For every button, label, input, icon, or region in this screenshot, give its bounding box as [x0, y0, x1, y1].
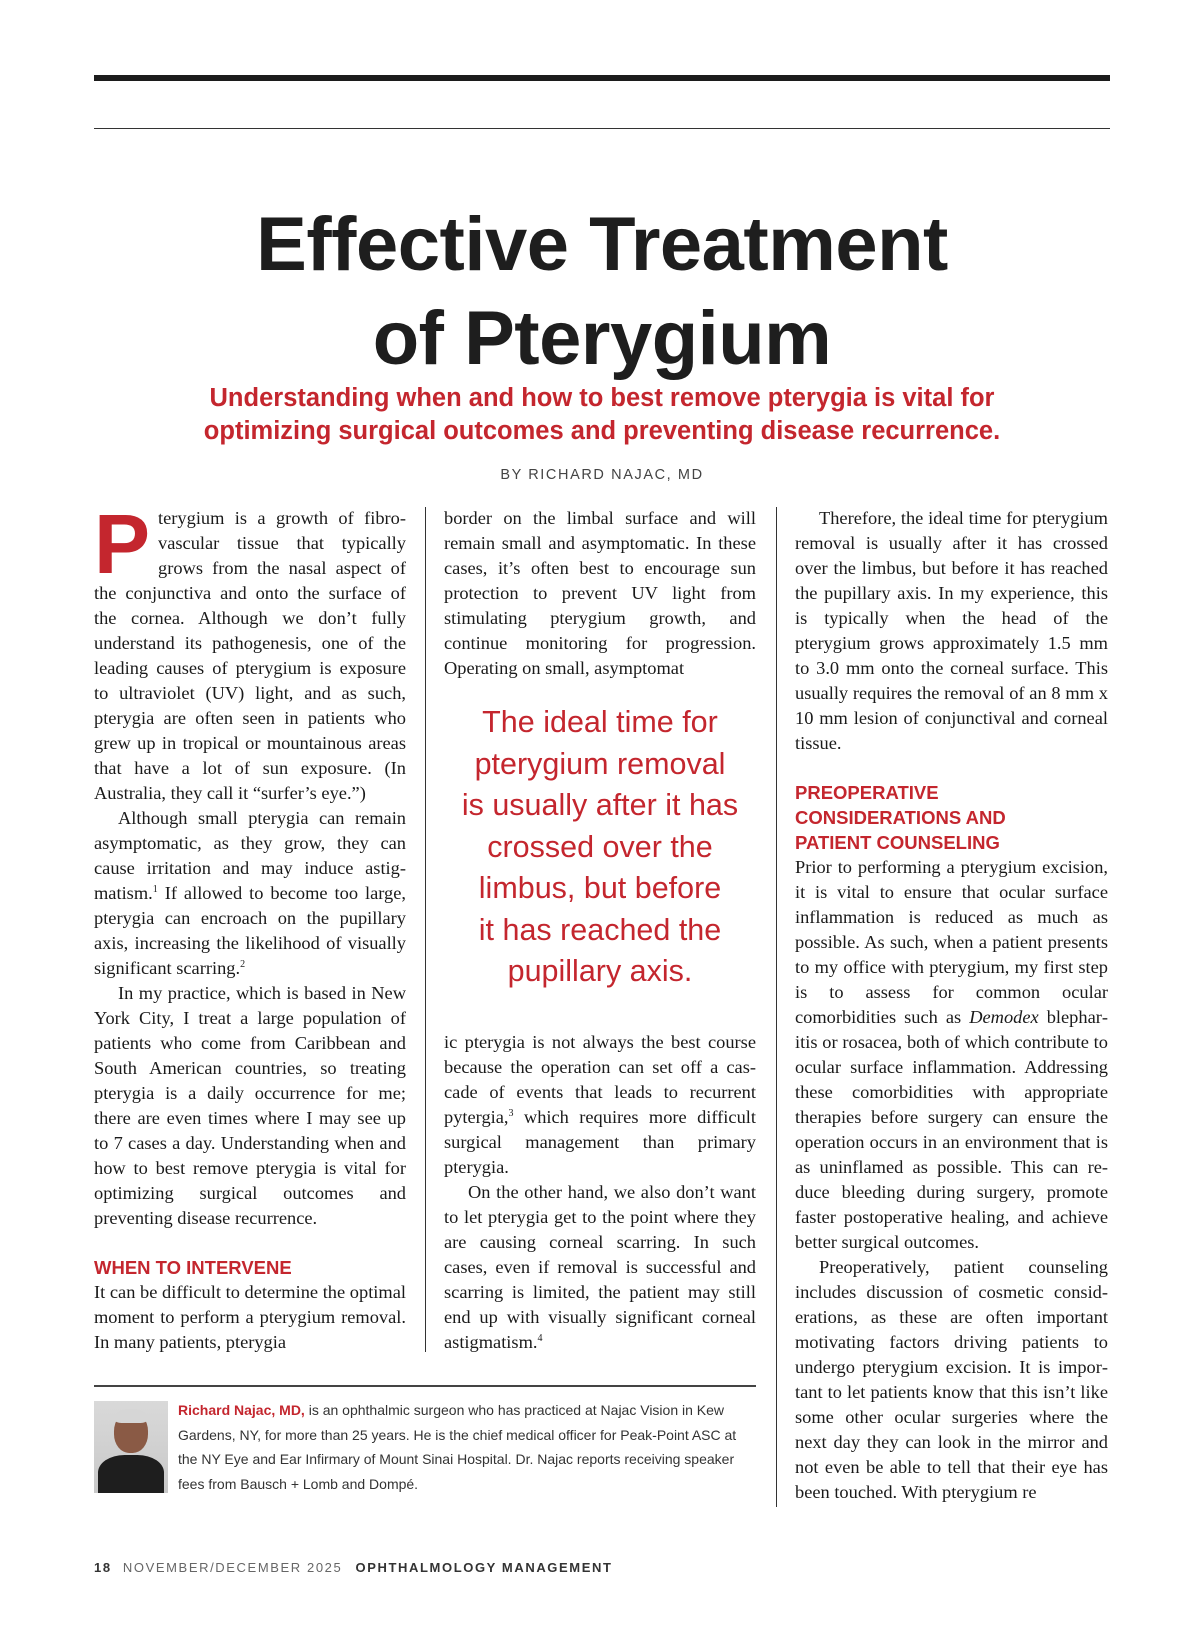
heading-line: PATIENT COUNSELING	[795, 832, 1000, 853]
magazine-name: OPHTHALMOLOGY MANAGEMENT	[355, 1560, 613, 1575]
text-run: If allowed to become too large, pterygia can encroach on the pupillary axis, increasing the likelihood of visually significant scarring.	[94, 883, 406, 978]
drop-cap: P	[94, 497, 151, 591]
column-divider-1	[425, 507, 426, 1352]
author-photo-body	[98, 1455, 164, 1493]
pull-quote	[444, 702, 756, 993]
body-paragraph: Preoperatively, patient counseling includes discussion of cosmetic considerations, as these are often important motivating factors driving patients to undergo pterygium excision. It is important to let patients know that this isn’t like some other ocular surgeries where the next day they can look in the mirror and not even be able to tell that their eye has been touched. With pterygium re	[795, 1257, 1108, 1502]
top-thick-rule	[94, 75, 1110, 81]
author-photo-hair	[115, 1409, 147, 1423]
pull-quote-line: limbus, but before	[478, 871, 722, 905]
intro-paragraph	[94, 497, 406, 806]
author-name: Richard Najac, MD,	[178, 1402, 305, 1418]
body-paragraph: It can be difficult to determine the optimal moment to perform a pterygium removal. In many patients, pterygia	[94, 1282, 406, 1352]
pull-quote-line: The ideal time for	[482, 705, 718, 739]
text-run: which requires more difficult surgical management than primary pterygia.	[444, 1107, 756, 1177]
top-thin-rule	[94, 128, 1110, 129]
text-run: blepharitis or rosacea, both of which contribute to ocular surface inflammation. Addressing these comorbidities with appropriate therapies before surgery can ensure the operation occurs in an environment that is as uninflamed as possible. This can reduce bleeding during surgery, promote faster postoperative healing, and achieve better surgical outcomes.	[795, 1007, 1108, 1252]
text-run: Prior to performing a pterygium excision, it is vital to ensure that ocular surface inflammation is reduced as much as possible. As such, when a patient presents to my office with pterygium, my first step is to assess for common ocular comorbidities such as	[795, 857, 1108, 1027]
column-2-bottom	[444, 1030, 756, 1355]
article-deck	[94, 382, 1110, 448]
page-footer	[94, 1560, 613, 1575]
byline: BY RICHARD NAJAC, MD	[500, 467, 704, 483]
reference-2: 2	[240, 958, 246, 970]
pull-quote-line: crossed over the	[487, 829, 713, 864]
text-run: On the other hand, we also don’t want to let pterygia get to the point where they are causing corneal scarring. In such cases, even if removal is successful and scarring is limited, the patient may still end up with visually significant corneal astigmatism.	[444, 1182, 756, 1352]
column-divider-2	[776, 507, 777, 1507]
pull-quote-line: pterygium removal	[474, 746, 726, 781]
reference-1: 1	[152, 883, 158, 895]
author-bio	[178, 1398, 754, 1496]
pull-quote-line: pupillary axis.	[507, 954, 693, 988]
body-paragraph	[444, 1030, 756, 1180]
section-heading-when-to-intervene: WHEN TO INTERVENE	[94, 1257, 292, 1278]
text-run: ic pterygia is not always the best course because the operation can set off a cascade of events that leads to recurrent pytergia,	[444, 1032, 756, 1127]
intro-text: terygium is a growth of fibrovascular tissue that typically grows from the nasal aspect of the conjunctiva and onto the surface of the cornea. Although we don’t fully understand its pathogenesis, one of the leading causes of pterygium is exposure to ultraviolet (UV) light, and as such, pterygia are often seen in patients who grew up in tropical or mountainous areas that have a lot of sun exposure. (In Australia, they call it “surfer’s eye.”)	[94, 508, 406, 803]
deck-line-2: optimizing surgical outcomes and preventing disease recurrence.	[203, 417, 1001, 445]
pull-quote-line: it has reached the	[478, 912, 722, 947]
reference-4: 4	[537, 1332, 543, 1344]
title-line-1: Effective Treatment	[256, 202, 948, 287]
column-3	[795, 506, 1108, 1505]
article-title	[94, 198, 1110, 386]
body-paragraph	[795, 855, 1108, 1255]
bio-rule	[94, 1385, 756, 1387]
pull-quote-line: is usually after it has	[461, 788, 739, 822]
title-line-2: of Pterygium	[372, 296, 832, 381]
deck-line-1: Understanding when and how to best remove pterygia is vital for	[209, 384, 995, 412]
section-heading-preoperative	[795, 780, 1108, 855]
column-1	[94, 497, 406, 1355]
text-run: Although small pterygia can remain asymptomatic, as they grow, they can cause irritation and may induce astigmatism.	[94, 808, 406, 903]
body-paragraph: Therefore, the ideal time for pterygium removal is usually after it has crossed over the limbus, but before it has reached the pupillary axis. In my experience, this is typically when the head of the pterygium grows approximately 1.5 mm to 3.0 mm onto the corneal surface. This usually requires the removal of an 8 mm x 10 mm lesion of conjunctival and corneal tissue.	[795, 508, 1108, 753]
reference-3: 3	[508, 1107, 514, 1119]
page-number: 18	[94, 1560, 112, 1575]
heading-line: PREOPERATIVE	[795, 782, 939, 803]
italic-term: Demodex	[969, 1007, 1039, 1027]
body-paragraph	[444, 1180, 756, 1355]
issue-date: NOVEMBER/DECEMBER 2025	[122, 1560, 343, 1575]
column-2-top	[444, 506, 756, 681]
body-paragraph: In my practice, which is based in New York City, I treat a large population of patients who come from Caribbean and South American countries, so treating pterygia is a daily occurrence for me; there are even times where I may see up to 7 cases a day. Understanding when and how to best remove pterygia is vital for optimizing surgical outcomes and preventing disease recurrence.	[94, 983, 406, 1228]
body-paragraph: border on the limbal surface and will remain small and asymptomatic. In these cases, it’s often best to encourage sun protection to prevent UV light from stimulating pterygium growth, and continue monitoring for progression. Operating on small, asymptomat	[444, 508, 756, 678]
body-paragraph	[94, 806, 406, 981]
author-photo	[94, 1401, 168, 1493]
heading-line: CONSIDERATIONS AND	[795, 807, 1006, 828]
author-bio-text: is an ophthalmic surgeon who has practiced at Najac Vision in Kew Gardens, NY, for more than 25 years. He is the chief medical officer for Peak-Point ASC at the NY Eye and Ear Infirmary of Mount Sinai Hospital. Dr. Najac reports receiving speaker fees from Bausch + Lomb and Dompé.	[178, 1402, 737, 1492]
